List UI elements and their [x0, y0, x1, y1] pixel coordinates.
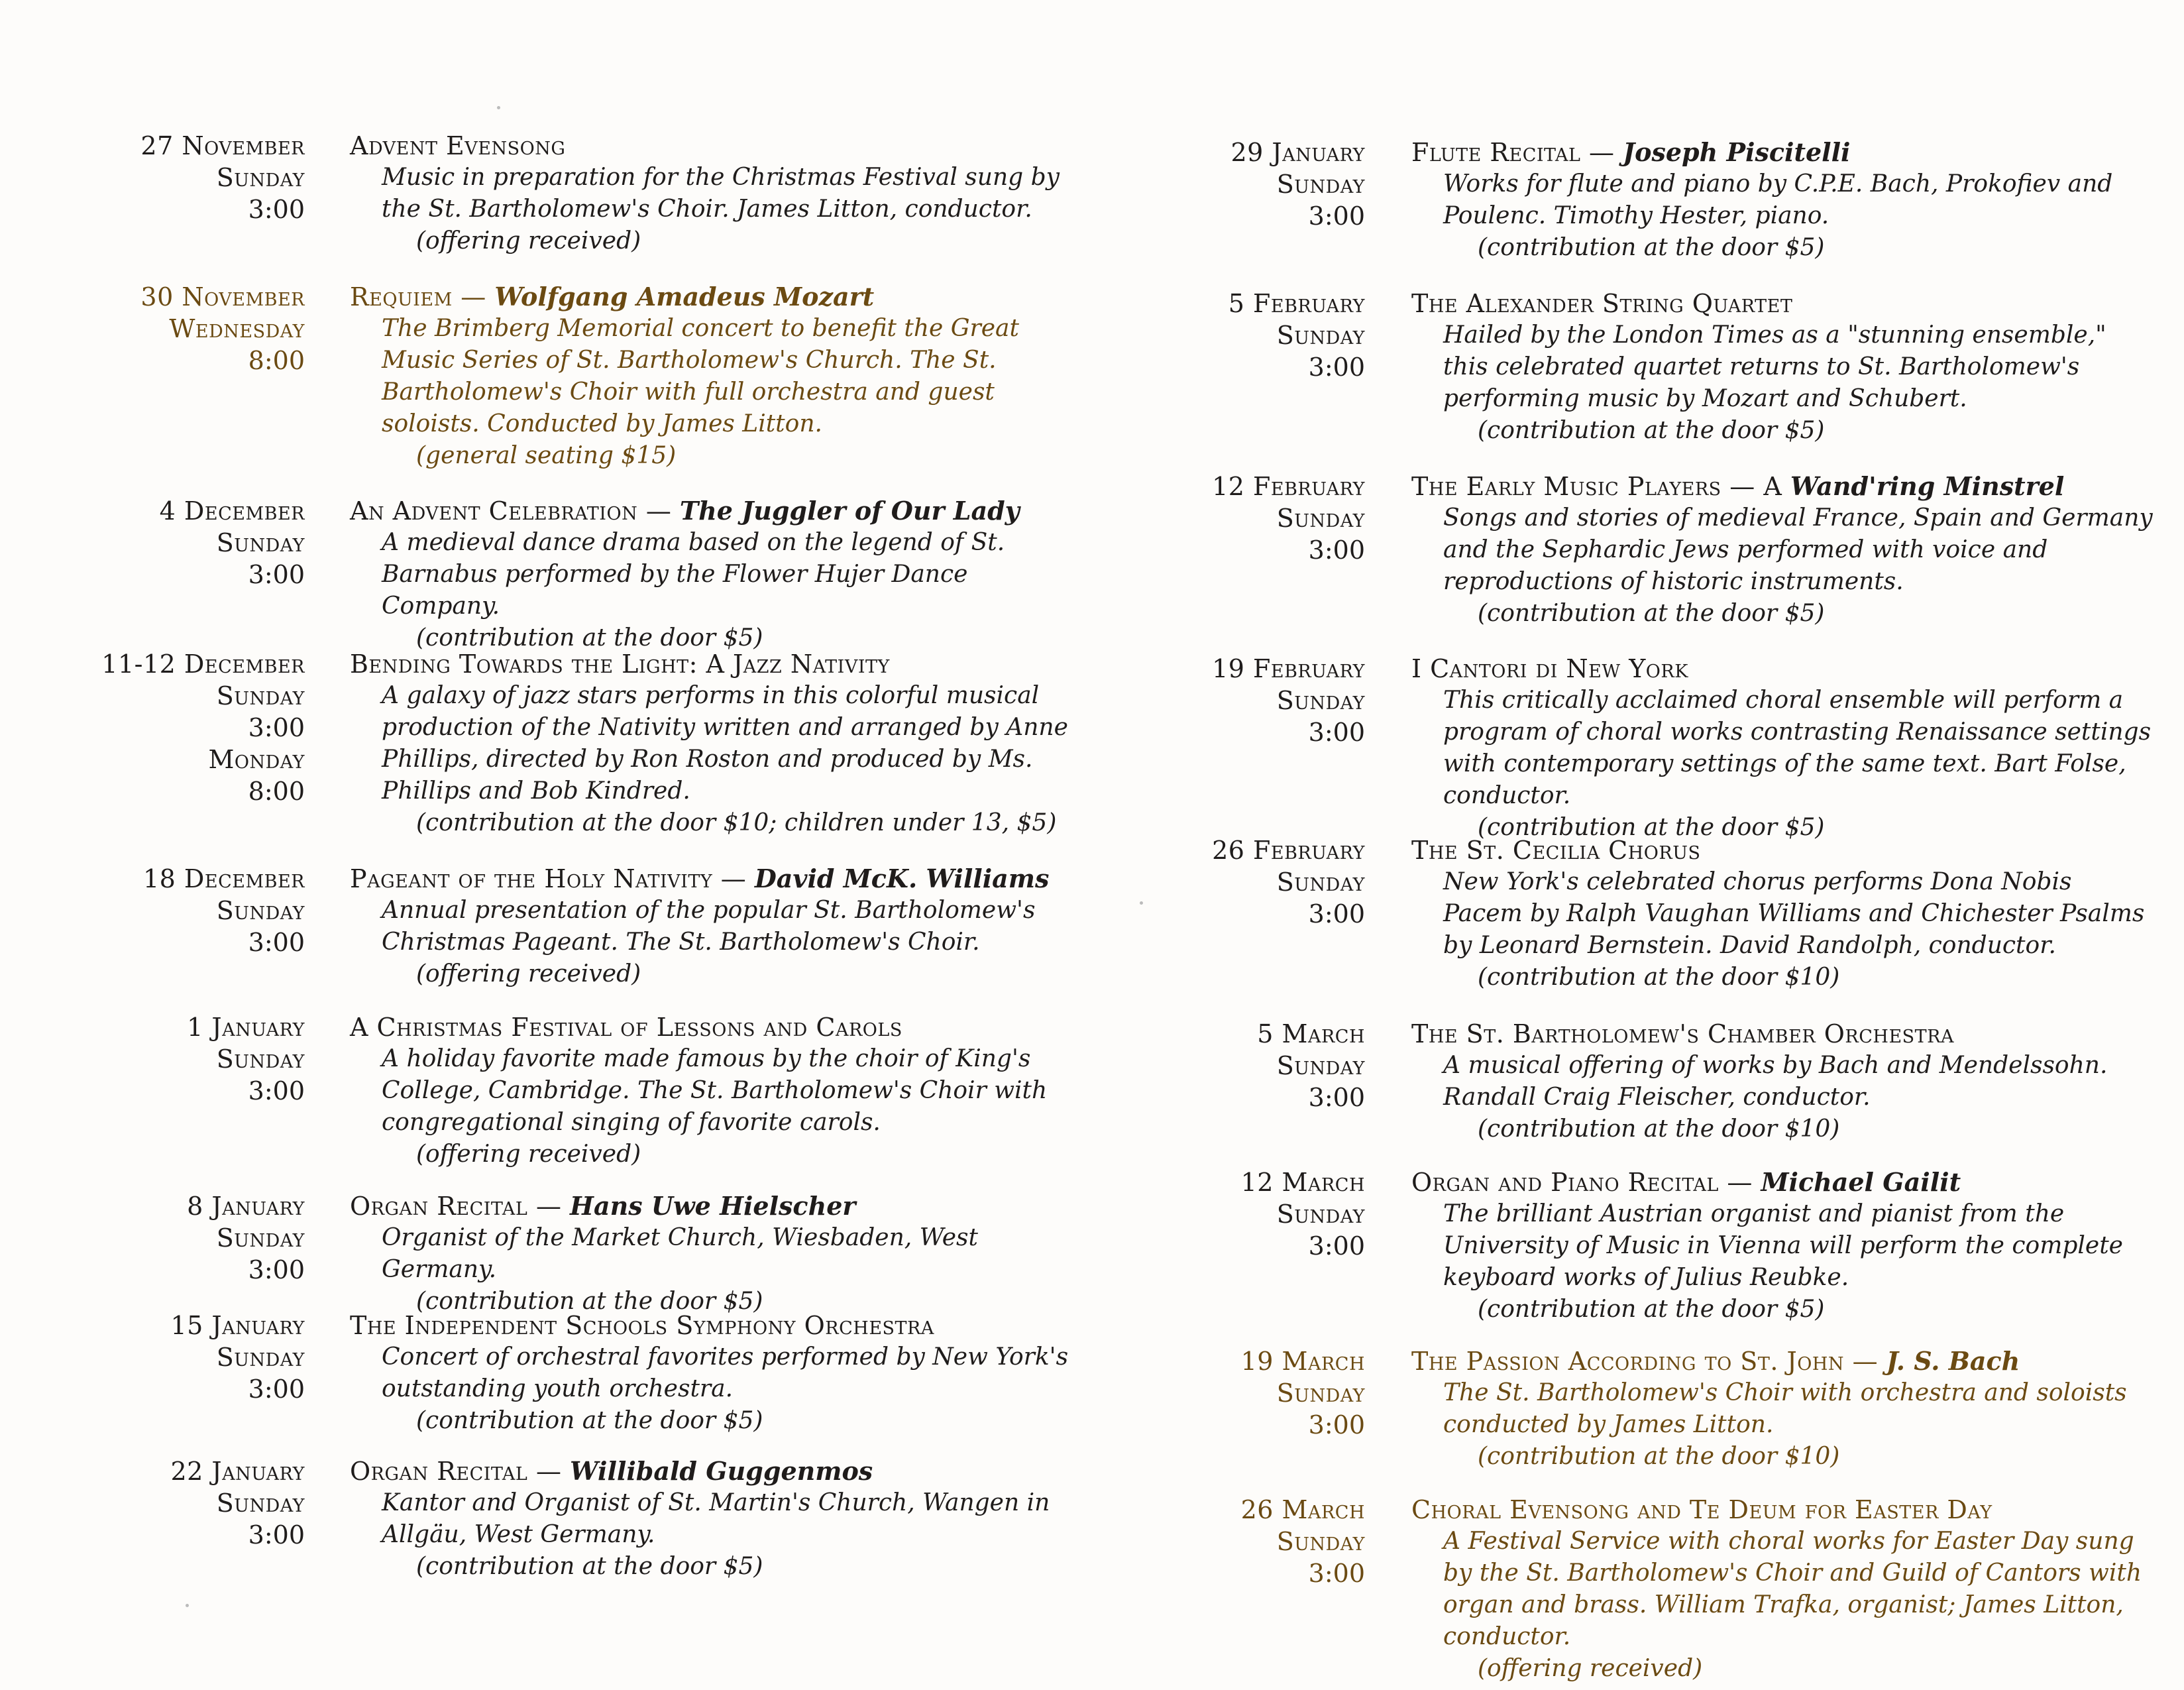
event-body — [1411, 653, 2154, 844]
event-date: 12 February — [1212, 472, 1365, 501]
event-time: 3:00 — [248, 560, 305, 589]
event-admission: (offering received) — [416, 1141, 641, 1168]
event-performer: The Juggler of Our Lady — [679, 496, 1020, 526]
event-date: 26 February — [1212, 836, 1365, 865]
event-when — [1092, 834, 1365, 930]
event-title-text: Advent Evensong — [350, 131, 566, 160]
event-admission: (contribution at the door $10) — [1478, 1115, 1840, 1143]
event-title — [350, 1011, 1092, 1043]
paper-speck — [186, 1604, 189, 1607]
event-when — [80, 648, 305, 807]
event-title — [350, 495, 1092, 527]
event-body — [350, 495, 1092, 654]
event-date: 26 March — [1240, 1495, 1365, 1524]
event-title — [1411, 1166, 2154, 1198]
event-date: 18 December — [142, 864, 305, 893]
event-day: Sunday — [216, 1343, 305, 1372]
event-time: 3:00 — [1308, 1083, 1365, 1112]
event-title — [350, 281, 1092, 313]
event-title — [1411, 288, 2154, 319]
event-performer: Wand'ring Minstrel — [1790, 471, 2065, 501]
event-description: This critically acclaimed choral ensemble will perform a program of choral works contrasting Renaissance settings with contemporary settings of the same text. Bart Folse, conductor. — [1443, 687, 2152, 809]
event-title-text: Organ Recital — — [350, 1192, 562, 1221]
event-body — [350, 1011, 1092, 1170]
event-day: Sunday — [1276, 321, 1365, 350]
event-time: 3:00 — [248, 1255, 305, 1284]
event-admission: (contribution at the door $5) — [416, 1407, 763, 1434]
event-title — [1411, 653, 2154, 685]
event-when — [1092, 1018, 1365, 1113]
event-body — [350, 130, 1092, 257]
event-day: Monday — [208, 745, 305, 774]
event-time: 3:00 — [248, 1076, 305, 1105]
event-description: Organist of the Market Church, Wiesbaden, West Germany. — [382, 1224, 978, 1283]
event-title — [1411, 137, 2154, 168]
event-time: 3:00 — [1308, 535, 1365, 565]
event-description: A Festival Service with choral works for Easter Day sung by the St. Bartholomew's Choir and Guild of Cantors with organ and brass. William Trafka, organist; James Litton, conductor. — [1443, 1528, 2142, 1650]
event-title — [1411, 1018, 2154, 1050]
event-time: 8:00 — [248, 346, 305, 375]
event-date: 19 February — [1212, 654, 1365, 683]
event-when — [1092, 137, 1365, 232]
event-body — [1411, 1345, 2154, 1473]
event-body — [1411, 137, 2154, 264]
paper-speck — [497, 106, 500, 109]
event-title-text: I Cantori di New York — [1411, 654, 1688, 683]
event-when — [80, 281, 305, 376]
event-description: A medieval dance drama based on the legend of St. Barnabus performed by the Flower Hujer Dance Company. — [382, 529, 1005, 620]
event-description: A holiday favorite made famous by the choir of King's College, Cambridge. The St. Bartholomew's Choir with congregational singing of favorite carols. — [382, 1045, 1048, 1136]
event-title-text: The St. Bartholomew's Chamber Orchestra — [1411, 1019, 1954, 1048]
event-date: 12 March — [1240, 1168, 1365, 1197]
event-day: Sunday — [1276, 1527, 1365, 1556]
paper-speck — [1140, 901, 1143, 905]
event-date: 15 January — [170, 1311, 305, 1340]
event-day: Sunday — [216, 1044, 305, 1074]
event-body — [1411, 471, 2154, 630]
event-when — [80, 1455, 305, 1551]
event-title — [1411, 1345, 2154, 1377]
event-day: Sunday — [216, 163, 305, 192]
event-performer: J. S. Bach — [1886, 1346, 2020, 1376]
event-body — [350, 1190, 1092, 1318]
event-title — [1411, 834, 2154, 866]
event-date: 5 March — [1257, 1019, 1365, 1048]
event-title-text: Pageant of the Holy Nativity — — [350, 864, 747, 893]
event-body — [1411, 288, 2154, 447]
event-date: 5 February — [1228, 289, 1365, 318]
event-description: The Brimberg Memorial concert to benefit the Great Music Series of St. Bartholomew's Church. The St. Bartholomew's Choir with full orchestra and guest soloists. Conducted by James Litton. — [382, 315, 1019, 437]
event-admission: (offering received) — [416, 227, 641, 254]
event-body — [350, 863, 1092, 990]
event-performer: Michael Gailit — [1761, 1167, 1961, 1197]
event-time: 3:00 — [248, 713, 305, 742]
event-title-text: An Advent Celebration — — [350, 496, 672, 526]
event-performer: Joseph Piscitelli — [1623, 137, 1851, 167]
event-admission: (contribution at the door $5) — [1478, 814, 1825, 841]
event-when — [80, 495, 305, 591]
event-when — [80, 1310, 305, 1405]
event-admission: (contribution at the door $5) — [416, 624, 763, 651]
event-description: Songs and stories of medieval France, Spain and Germany and the Sephardic Jews performed with voice and reproductions of historic instruments. — [1443, 504, 2153, 595]
event-day: Sunday — [1276, 1200, 1365, 1229]
event-description: Annual presentation of the popular St. Bartholomew's Christmas Pageant. The St. Bartholomew's Choir. — [382, 897, 1036, 956]
event-title — [350, 1455, 1092, 1487]
event-description: Hailed by the London Times as a "stunning ensemble," this celebrated quartet returns to St. Bartholomew's performing music by Mozart and Schubert. — [1443, 321, 2106, 412]
event-description: A galaxy of jazz stars performs in this colorful musical production of the Nativity written and arranged by Anne Phillips, directed by Ron Roston and produced by Ms. Phillips and Bob Kindred. — [382, 682, 1068, 805]
event-time: 3:00 — [1308, 201, 1365, 231]
event-performer: Willibald Guggenmos — [570, 1456, 873, 1486]
event-admission: (contribution at the door $10) — [1478, 1443, 1840, 1470]
event-description: New York's celebrated chorus performs Dona Nobis Pacem by Ralph Vaughan Williams and Chichester Psalms by Leonard Bernstein. David Randolph, conductor. — [1443, 868, 2145, 959]
event-time: 3:00 — [248, 1375, 305, 1404]
event-body — [1411, 1494, 2154, 1685]
event-when — [80, 863, 305, 958]
event-description: The St. Bartholomew's Choir with orchestra and soloists conducted by James Litton. — [1443, 1379, 2127, 1438]
event-description: Music in preparation for the Christmas Festival sung by the St. Bartholomew's Choir. James Litton, conductor. — [382, 164, 1060, 223]
event-body — [1411, 834, 2154, 993]
event-body — [1411, 1166, 2154, 1325]
event-when — [80, 1190, 305, 1286]
event-time: 3:00 — [248, 195, 305, 224]
event-admission: (contribution at the door $5) — [1478, 600, 1825, 627]
event-description: The brilliant Austrian organist and pianist from the University of Music in Vienna will perform the complete keyboard works of Julius Reubke. — [1443, 1200, 2123, 1291]
event-day: Sunday — [216, 1223, 305, 1253]
event-admission: (contribution at the door $5) — [416, 1288, 763, 1315]
event-admission: (offering received) — [416, 960, 641, 987]
event-date: 8 January — [187, 1192, 305, 1221]
event-time: 3:00 — [1308, 899, 1365, 929]
event-day: Sunday — [1276, 1051, 1365, 1080]
event-day: Sunday — [1276, 868, 1365, 897]
event-time: 8:00 — [248, 777, 305, 806]
event-when — [80, 130, 305, 225]
event-title-text: The Alexander String Quartet — [1411, 289, 1793, 318]
event-day: Sunday — [216, 528, 305, 557]
event-title-text: Choral Evensong and Te Deum for Easter Day — [1411, 1495, 1993, 1524]
event-admission: (offering received) — [1478, 1655, 1703, 1682]
event-date: 11-12 December — [101, 649, 305, 679]
event-when — [1092, 1345, 1365, 1441]
event-body — [350, 281, 1092, 472]
event-when — [1092, 1494, 1365, 1589]
event-time: 3:00 — [248, 1520, 305, 1549]
event-performer: Wolfgang Amadeus Mozart — [494, 282, 875, 311]
event-body — [1411, 1018, 2154, 1145]
event-day: Sunday — [1276, 504, 1365, 533]
event-time: 3:00 — [1308, 1231, 1365, 1261]
event-day: Sunday — [1276, 686, 1365, 715]
event-day: Sunday — [216, 1489, 305, 1518]
event-description: A musical offering of works by Bach and Mendelssohn. Randall Craig Fleischer, conductor. — [1443, 1052, 2108, 1111]
event-body — [350, 1310, 1092, 1437]
event-date: 29 January — [1230, 138, 1365, 167]
event-date: 19 March — [1240, 1347, 1365, 1376]
event-date: 30 November — [140, 282, 305, 311]
event-when — [1092, 471, 1365, 566]
event-body — [350, 1455, 1092, 1583]
event-admission: (contribution at the door $5) — [1478, 417, 1825, 444]
event-admission: (general seating $15) — [416, 442, 677, 469]
event-admission: (contribution at the door $5) — [1478, 234, 1825, 261]
event-title — [350, 130, 1092, 162]
event-title — [350, 1190, 1092, 1222]
event-date: 27 November — [140, 131, 305, 160]
event-date: 4 December — [159, 496, 305, 526]
event-title-text: Organ and Piano Recital — — [1411, 1168, 1753, 1197]
event-day: Sunday — [1276, 1379, 1365, 1408]
event-time: 3:00 — [1308, 1559, 1365, 1588]
event-date: 22 January — [170, 1457, 305, 1486]
event-when — [1092, 653, 1365, 748]
event-date: 1 January — [187, 1013, 305, 1042]
event-day: Sunday — [216, 896, 305, 925]
event-when — [1092, 1166, 1365, 1262]
event-day: Wednesday — [169, 314, 305, 343]
event-time: 3:00 — [1308, 353, 1365, 382]
event-time: 3:00 — [248, 928, 305, 957]
event-title-text: Organ Recital — — [350, 1457, 562, 1486]
event-title — [350, 1310, 1092, 1341]
event-title-text: The Early Music Players — A — [1411, 472, 1782, 501]
event-title-text: A Christmas Festival of Lessons and Carols — [350, 1013, 902, 1042]
event-title-text: Flute Recital — — [1411, 138, 1615, 167]
event-title-text: Bending Towards the Light: A Jazz Nativity — [350, 649, 890, 679]
event-title-text: The Passion According to St. John — — [1411, 1347, 1879, 1376]
event-time: 3:00 — [1308, 1410, 1365, 1439]
event-admission: (contribution at the door $5) — [1478, 1296, 1825, 1323]
event-admission: (contribution at the door $5) — [416, 1553, 763, 1580]
event-title — [1411, 1494, 2154, 1526]
event-title-text: The Independent Schools Symphony Orchestra — [350, 1311, 934, 1340]
event-admission: (contribution at the door $10; children under 13, $5) — [416, 809, 1057, 836]
event-title — [350, 863, 1092, 895]
event-title — [1411, 471, 2154, 502]
event-title-text: The St. Cecilia Chorus — [1411, 836, 1701, 865]
event-performer: Hans Uwe Hielscher — [570, 1191, 856, 1221]
event-day: Sunday — [1276, 170, 1365, 199]
event-title — [350, 648, 1092, 680]
event-when — [80, 1011, 305, 1107]
event-description: Concert of orchestral favorites performed by New York's outstanding youth orchestra. — [382, 1343, 1069, 1402]
event-day: Sunday — [216, 681, 305, 710]
event-title-text: Requiem — — [350, 282, 486, 311]
event-when — [1092, 288, 1365, 383]
event-admission: (contribution at the door $10) — [1478, 964, 1840, 991]
event-performer: David McK. Williams — [754, 864, 1050, 893]
right-column — [1092, 0, 2184, 1690]
event-body — [350, 648, 1092, 839]
event-description: Works for flute and piano by C.P.E. Bach, Prokofiev and Poulenc. Timothy Hester, piano. — [1443, 170, 2113, 229]
event-description: Kantor and Organist of St. Martin's Church, Wangen in Allgäu, West Germany. — [382, 1489, 1050, 1548]
event-time: 3:00 — [1308, 718, 1365, 747]
